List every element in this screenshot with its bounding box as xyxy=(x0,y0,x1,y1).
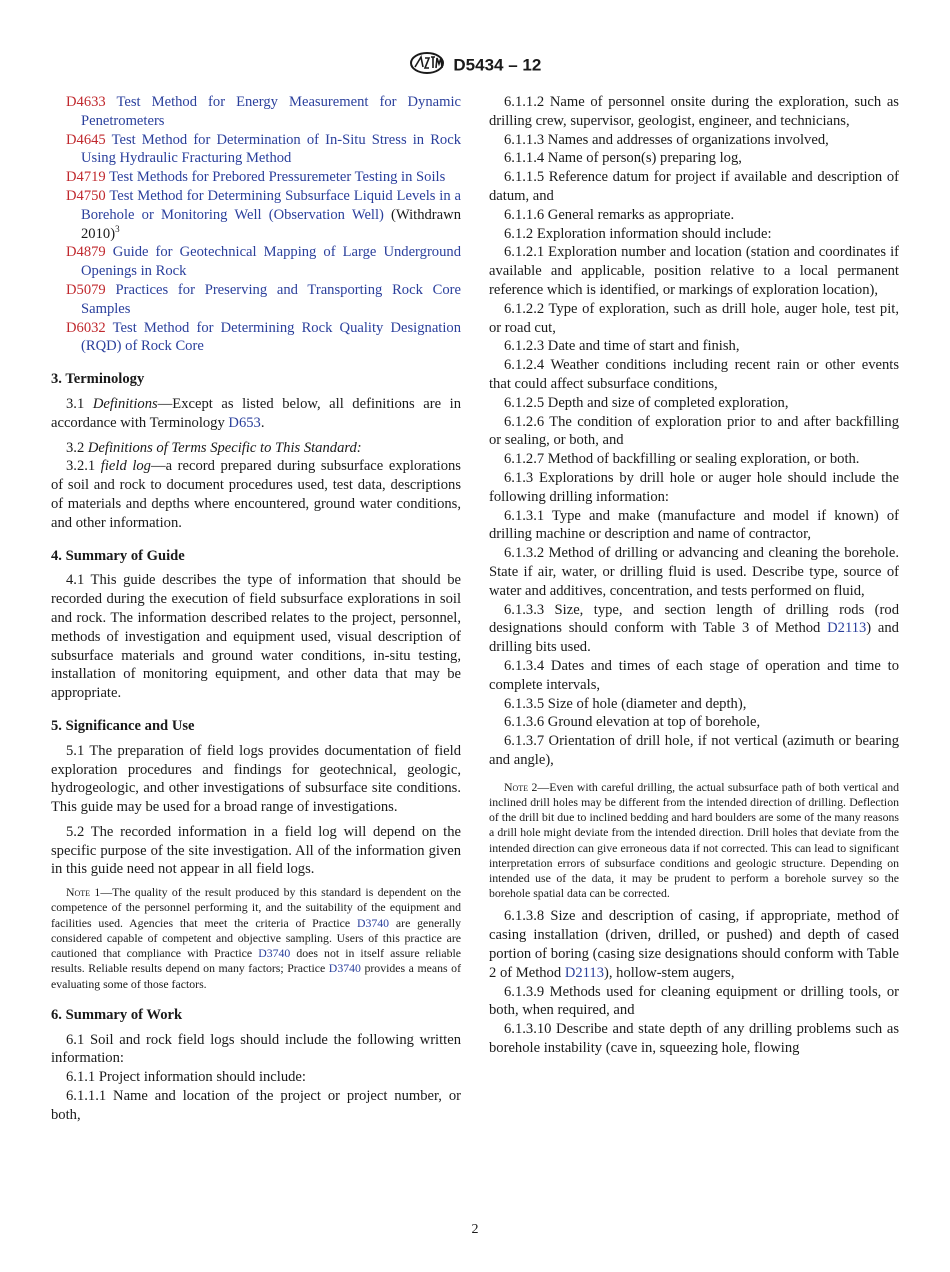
paragraph-6-1-3-1: 6.1.3.1 Type and make (manufacture and model if known) of drilling machine or description and name of contractor, xyxy=(489,507,899,543)
reference-suffix: (Withdrawn 2010) xyxy=(81,206,461,242)
note-1: Note 1—The quality of the result produced by this standard is dependent on the competence of the personnel performing it, and the suitability of the equipment and facilities used. Agencies that meet the criteria of Practice D3740 are generally considered capable of competent and objective sampling. Users of this practice are cautioned that compliance with Practice D3740 does not in itself assure reliable results. Reliable results depend on many factors; Practice D3740 provides a means of evaluating some of those factors. xyxy=(51,885,462,991)
reference-item xyxy=(51,319,461,357)
page-header xyxy=(0,52,950,79)
reference-title-link[interactable]: Test Method for Energy Measurement for Dynamic Penetrometers xyxy=(81,94,461,129)
reference-item xyxy=(51,243,461,281)
reference-item xyxy=(51,168,461,187)
section-3-heading: 3. Terminology xyxy=(51,371,145,388)
paragraph-5-1: 5.1 The preparation of field logs provides documentation of field exploration procedures and findings for geotechnical, geologic, hydrogeologic, and other investigations of subsurface site conditions. This guide may be used for a broad range of investigations. xyxy=(51,742,461,816)
paragraph-6-1-1-4: 6.1.1.4 Name of person(s) preparing log, xyxy=(504,150,742,167)
paragraph-6-1-3-6: 6.1.3.6 Ground elevation at top of borehole, xyxy=(504,714,761,731)
reference-code-link[interactable]: D6032 xyxy=(66,319,106,336)
reference-item xyxy=(51,131,461,169)
paragraph-4-1: 4.1 This guide describes the type of information that should be recorded during the execution of field subsurface explorations in soil and rock. The information described relates to the project, personnel, methods of investigation and equipment used, visual description of subsurface materials and ground water conditions, in-situ testing, installation of monitoring equipment, and other data that may be appropriate. xyxy=(51,572,461,702)
paragraph-6-1-2-4: 6.1.2.4 Weather conditions including recent rain or other events that could affect subsurface conditions, xyxy=(489,357,899,392)
link-d2113[interactable]: D2113 xyxy=(827,620,867,637)
paragraph-6-1-2-6: 6.1.2.6 The condition of exploration prior to and after backfilling or sealing, or both, and xyxy=(489,413,899,449)
reference-code-link[interactable]: D4719 xyxy=(66,169,106,186)
paragraph-3-2-1: 3.2.1 field log—a record prepared during subsurface explorations of soil and rock to document procedures used, test data, descriptions of materials and depths where encountered, ground water conditions, and other information. xyxy=(51,458,461,531)
section-6-heading: 6. Summary of Work xyxy=(51,1006,183,1023)
paragraph-6-1-3-3: 6.1.3.3 Size, type, and section length of drilling rods (rod designations should conform with Table 3 of Method D2113) and drilling bits used. xyxy=(489,601,899,656)
reference-title-link[interactable]: Guide for Geotechnical Mapping of Large Underground Openings in Rock xyxy=(81,244,461,280)
reference-code-link[interactable]: D4750 xyxy=(66,187,106,204)
paragraph-6-1-1-3: 6.1.1.3 Names and addresses of organizations involved, xyxy=(504,131,829,148)
reference-item xyxy=(51,93,461,131)
paragraph-6-1-3-2: 6.1.3.2 Method of drilling or advancing and cleaning the borehole. State if air, water, or drilling fluid is used. Describe type, source of water and additives, concentration, and tests performed on fluid, xyxy=(489,545,899,599)
paragraph-6-1-1-5: 6.1.1.5 Reference datum for project if available and description of datum, and xyxy=(489,169,899,204)
reference-title-link[interactable]: Test Method for Determining Subsurface Liquid Levels in a Borehole or Monitoring Well (Observation Well) xyxy=(81,187,462,223)
paragraph-6-1-3-7: 6.1.3.7 Orientation of drill hole, if not vertical (azimuth or bearing and angle), xyxy=(489,733,899,768)
reference-code-link[interactable]: D4879 xyxy=(66,244,106,261)
reference-code-link[interactable]: D4633 xyxy=(66,94,106,110)
paragraph-6-1-2-7: 6.1.2.7 Method of backfilling or sealing exploration, or both. xyxy=(504,451,860,468)
paragraph-6-1-3-9: 6.1.3.9 Methods used for cleaning equipment or drilling tools, or both, when required, and xyxy=(489,983,899,1019)
referenced-documents-list xyxy=(51,93,461,356)
page-number: 2 xyxy=(471,1222,479,1237)
left-column xyxy=(51,93,461,1124)
paragraph-6-1-2-1: 6.1.2.1 Exploration number and location (station and coordinates if available and applicable, position relative to a local permanent reference which is identified, or markings of exploration location), xyxy=(489,244,899,298)
reference-title-link[interactable]: Test Method for Determination of In-Situ Stress in Rock Using Hydraulic Fracturing Method xyxy=(81,131,461,167)
section-5-heading: 5. Significance and Use xyxy=(51,717,195,734)
reference-title-link[interactable]: Practices for Preserving and Transporting Rock Core Samples xyxy=(81,281,461,317)
standard-designation: D5434 – 12 xyxy=(453,55,542,75)
paragraph-6-1-3: 6.1.3 Explorations by drill hole or auger hole should include the following drilling information: xyxy=(489,469,899,505)
paragraph-6-1-3-5: 6.1.3.5 Size of hole (diameter and depth), xyxy=(504,695,747,712)
reference-code-link[interactable]: D5079 xyxy=(66,281,106,298)
paragraph-6-1-2-5: 6.1.2.5 Depth and size of completed exploration, xyxy=(504,394,789,411)
link-d3740[interactable]: D3740 xyxy=(328,961,361,976)
paragraph-6-1-1-6: 6.1.1.6 General remarks as appropriate. xyxy=(504,206,735,223)
link-d2113[interactable]: D2113 xyxy=(564,964,604,981)
paragraph-6-1-2: 6.1.2 Exploration information should include: xyxy=(504,225,772,242)
paragraph-6-1-1-1: 6.1.1.1 Name and location of the project or project number, or both, xyxy=(51,1087,461,1123)
paragraph-3-2: 3.2 Definitions of Terms Specific to This Standard: xyxy=(66,439,362,456)
note-2: Note 2—Even with careful drilling, the actual subsurface path of both vertical and inclined drill holes may be different from the intended direction of drilling. Deflection of the drill bit due to inclined bedding and hard boulders are some of the many reasons a drill hole might deviate from the intended direction. Drill holes that deviate from the intended direction can give erroneous data if not corrected. This can lead to significant interpretation errors of subsurface conditions and geologic structure. Depending on intended use of the data, it may be prudent to perform a borehole survey so the borehole spatial data can be corrected. xyxy=(489,779,899,901)
reference-item xyxy=(51,281,461,319)
paragraph-6-1: 6.1 Soil and rock field logs should include the following written information: xyxy=(51,1031,461,1067)
section-4-heading: 4. Summary of Guide xyxy=(51,547,185,564)
paragraph-6-1-1-2: 6.1.1.2 Name of personnel onsite during the exploration, such as drilling crew, supervisor, geologist, engineer, and technicians, xyxy=(489,94,899,129)
paragraph-3-1: 3.1 Definitions—Except as listed below, all definitions are in accordance with Terminology D653. xyxy=(51,395,462,431)
reference-code-link[interactable]: D4645 xyxy=(66,131,106,148)
right-column xyxy=(489,93,899,1058)
footnote-marker: 3 xyxy=(115,223,120,234)
paragraph-6-1-3-4: 6.1.3.4 Dates and times of each stage of operation and time to complete intervals, xyxy=(489,657,899,693)
link-d653[interactable]: D653 xyxy=(228,414,261,431)
reference-title-link[interactable]: Test Methods for Prebored Pressuremeter Testing in Soils xyxy=(109,169,446,186)
paragraph-6-1-2-2: 6.1.2.2 Type of exploration, such as drill hole, auger hole, test pit, or road cut, xyxy=(489,300,899,336)
link-d3740[interactable]: D3740 xyxy=(258,946,291,961)
paragraph-6-1-2-3: 6.1.2.3 Date and time of start and finish, xyxy=(504,338,740,355)
paragraph-6-1-3-10: 6.1.3.10 Describe and state depth of any drilling problems such as borehole instability (cave in, squeezing hole, flowing xyxy=(489,1021,899,1056)
link-d3740[interactable]: D3740 xyxy=(356,915,390,930)
paragraph-6-1-3-8: 6.1.3.8 Size and description of casing, if appropriate, method of casing installation (driven, drilled, or pushed) and depth of cased portion of boring (casing size designations should conform with Table 2 of Method D2113), hollow-stem augers, xyxy=(489,908,899,981)
reference-item xyxy=(51,187,461,243)
paragraph-6-1-1: 6.1.1 Project information should include: xyxy=(66,1069,306,1086)
astm-logo-icon xyxy=(409,52,445,79)
reference-title-link[interactable]: Test Method for Determining Rock Quality Designation (RQD) of Rock Core xyxy=(81,319,461,355)
paragraph-5-2: 5.2 The recorded information in a field log will depend on the specific purpose of the site investigation. All of the information given in this guide need not appear in all field logs. xyxy=(51,823,461,878)
